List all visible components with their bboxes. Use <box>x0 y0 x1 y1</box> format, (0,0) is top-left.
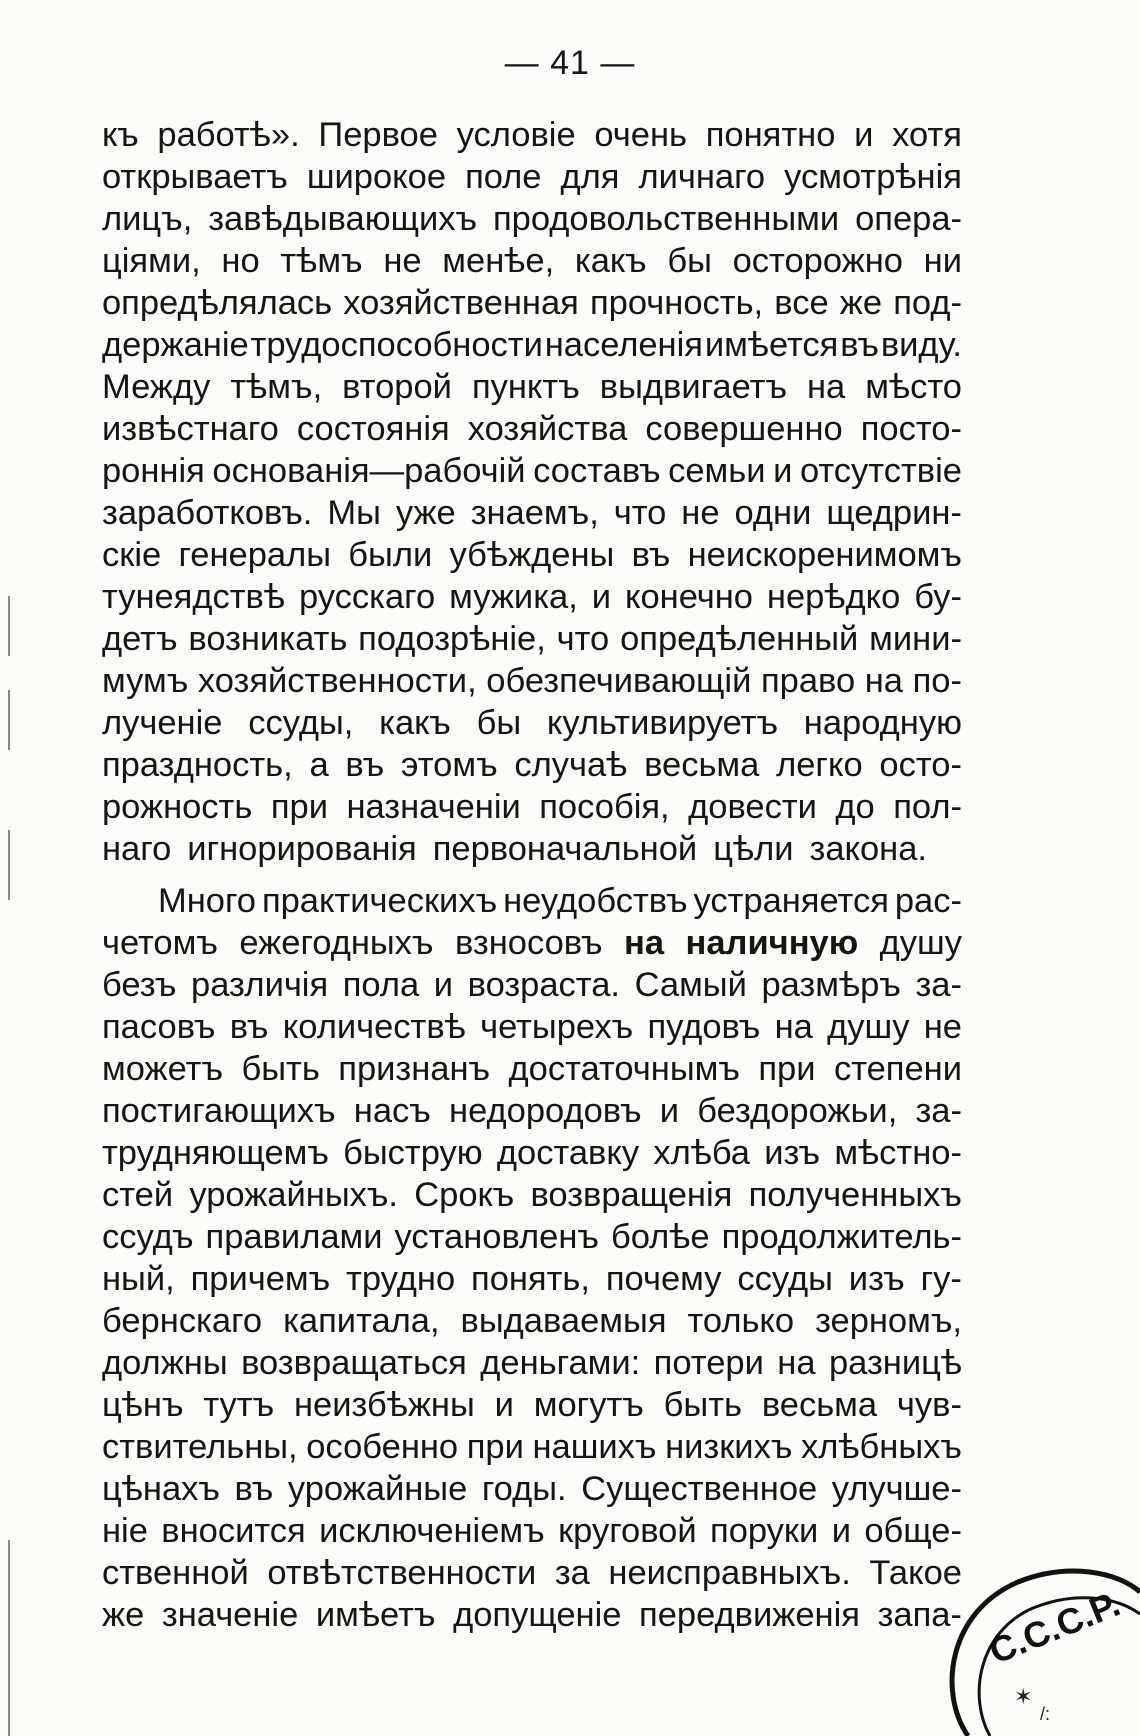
svg-text:/:: /: <box>1040 1704 1051 1724</box>
text-line: ствительны, особенно при нашихъ низкихъ хлѣбныхъ <box>102 1428 962 1466</box>
text-line: постигающихъ насъ недородовъ и бездорожьи, за- <box>102 1092 962 1130</box>
library-stamp <box>928 1542 1140 1736</box>
text-line: заработковъ. Мы уже знаемъ, что не одни щедрин- <box>102 494 962 532</box>
text-line: наго игнорированія первоначальной цѣли закона. <box>102 830 927 868</box>
text-line: цѣнахъ въ урожайные годы. Существенное улучше- <box>102 1470 962 1508</box>
text-line: праздность, а въ этомъ случаѣ весьма легко осто- <box>102 746 962 784</box>
text-line: роннія основанія—рабочій составъ семьи и отсутствіе <box>102 452 962 490</box>
text-line: ніе вносится исключеніемъ круговой поруки и обще- <box>102 1512 962 1550</box>
text-line: извѣстнаго состоянія хозяйства совершенно посто- <box>102 410 962 448</box>
text-line: тунеядствѣ русскаго мужика, и конечно нерѣдко бу- <box>102 578 962 616</box>
text-line: должны возвращаться деньгами: потери на разницѣ <box>102 1344 962 1382</box>
text-line: къ работѣ». Первое условіе очень понятно и хотя <box>102 116 962 154</box>
text-line: держаніе трудоспособности населенія имѣется въ виду. <box>102 326 962 364</box>
text-line: бернскаго капитала, выдаваемыя только зерномъ, <box>102 1302 962 1340</box>
text-line: цѣнъ тутъ неизбѣжны и могутъ быть весьма чув- <box>102 1386 962 1424</box>
margin-rule <box>8 690 10 750</box>
margin-rule <box>8 596 10 656</box>
text-line: открываетъ широкое поле для личнаго усмотрѣнія <box>102 158 962 196</box>
text-line: стей урожайныхъ. Срокъ возвращенія полученныхъ <box>102 1176 962 1214</box>
text-line: Между тѣмъ, второй пунктъ выдвигаетъ на мѣсто <box>102 368 962 406</box>
text-line: ссудъ правилами установленъ болѣе продолжитель- <box>102 1218 962 1256</box>
text-line: пасовъ въ количествѣ четырехъ пудовъ на душу не <box>102 1008 962 1046</box>
body-text <box>102 114 962 1636</box>
margin-rule <box>8 830 10 900</box>
page-number: — 41 — <box>504 44 636 82</box>
text-line: детъ возникать подозрѣніе, что опредѣленный мини- <box>102 620 962 658</box>
text-line: ственной отвѣтственности за неисправныхъ. Такое <box>102 1554 962 1592</box>
text-line: опредѣлялась хозяйственная прочность, все же под- <box>102 284 962 322</box>
text-line: мумъ хозяйственности, обезпечивающій право на по- <box>102 662 962 700</box>
stamp-text: С.С.С.Р. <box>983 1582 1126 1672</box>
text-line: скіе генералы были убѣждены въ неискоренимомъ <box>102 536 962 574</box>
text-line: ный, причемъ трудно понять, почему ссуды изъ гу- <box>102 1260 962 1298</box>
text-line: лученіе ссуды, какъ бы культивируетъ народную <box>102 704 962 742</box>
text-line: можетъ быть признанъ достаточнымъ при степени <box>102 1050 962 1088</box>
text-line: рожность при назначеніи пособія, довести до пол- <box>102 788 962 826</box>
text-line: же значеніе имѣетъ допущеніе передвиженія запа- <box>102 1596 962 1634</box>
margin-rule <box>8 1540 10 1736</box>
text-line: ціями, но тѣмъ не менѣе, какъ бы осторожно ни <box>102 242 962 280</box>
text-line: лицъ, завѣдывающихъ продовольственными опера- <box>102 200 962 238</box>
text-line: трудняющемъ быструю доставку хлѣба изъ мѣстно- <box>102 1134 962 1172</box>
text-line: четомъ ежегодныхъ взносовъ на наличную душу <box>102 924 962 962</box>
svg-text:✶: ✶ <box>1014 1684 1033 1709</box>
text-line: безъ различія пола и возраста. Самый размѣръ за- <box>102 966 962 1004</box>
text-line: Много практическихъ неудобствъ устраняется рас- <box>158 882 962 920</box>
